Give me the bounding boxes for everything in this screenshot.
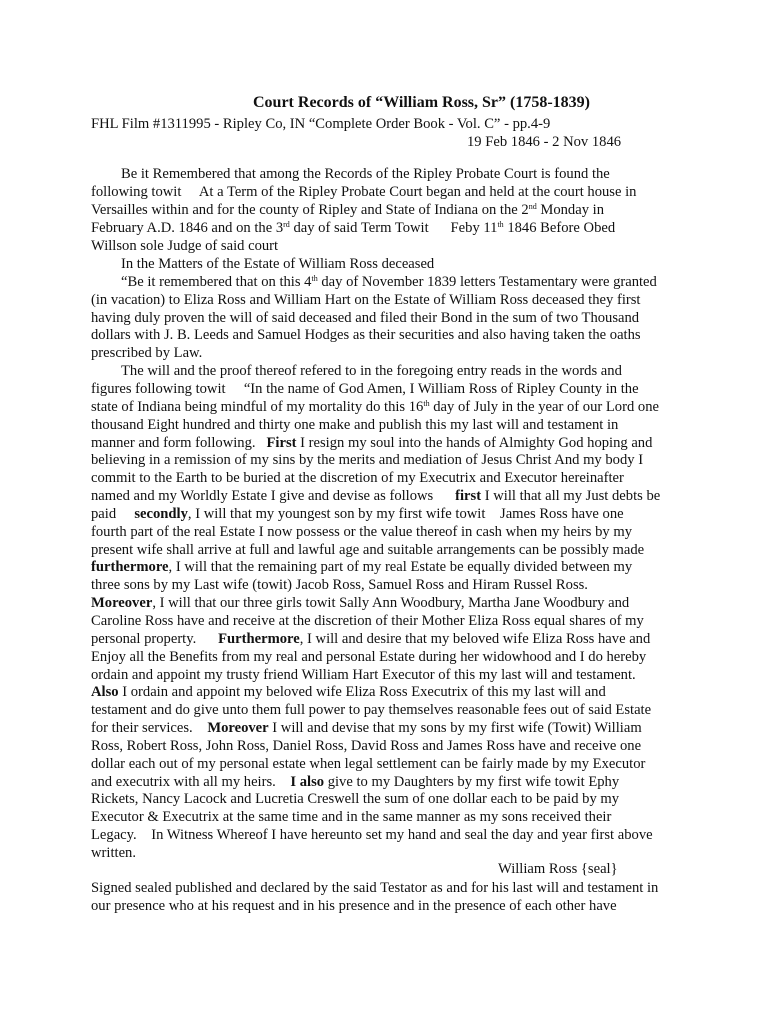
- matters-heading: In the Matters of the Estate of William Ross deceased: [121, 256, 435, 272]
- ordinal-suffix: th: [311, 274, 318, 283]
- text-line: commit to the Earth to be buried at the discretion of my Executrix and Executor hereinafter: [91, 470, 624, 486]
- text-line: Caroline Ross have and receive at the discretion of their Mother Eliza Ross equal shares of my: [91, 613, 644, 629]
- ordinal-suffix: nd: [528, 202, 537, 211]
- text-line: following towit At a Term of the Ripley Probate Court began and held at the court house in: [91, 184, 637, 200]
- text-line: Legacy. In Witness Whereof I have hereunto set my hand and seal the day and year first above: [91, 827, 653, 843]
- text-line: for their services. Moreover I will and devise that my sons by my first wife (Towit) William: [91, 720, 642, 736]
- document-title: Court Records of “William Ross, Sr” (1758-1839): [253, 94, 591, 111]
- text-line: prescribed by Law.: [91, 345, 203, 361]
- text-line: Executor & Executrix at the same time and in the same manner as my sons received their: [91, 809, 612, 825]
- text-line: February A.D. 1846 and on the 3rd day of said Term Towit Feby 11th 1846 Before Obed: [91, 220, 616, 236]
- text-line: Be it Remembered that among the Records of the Ripley Probate Court is found the: [121, 166, 610, 182]
- text-line: manner and form following. First I resign my soul into the hands of Almighty God hoping and: [91, 435, 653, 451]
- text-line: Versailles within and for the county of Ripley and State of Indiana on the 2nd Monday in: [91, 202, 605, 218]
- text-line: written.: [91, 845, 136, 861]
- text-line: Moreover, I will that our three girls towit Sally Ann Woodbury, Martha Jane Woodbury and: [91, 595, 630, 611]
- ordinal-suffix: th: [423, 399, 430, 408]
- text-line: state of Indiana being mindful of my mortality do this 16th day of July in the year of our Lord one: [91, 399, 659, 415]
- text-line: testament and do give unto them full power to pay themselves reasonable fees out of said Estate: [91, 702, 652, 718]
- film-reference: FHL Film #1311995 - Ripley Co, IN “Complete Order Book - Vol. C” - pp.4-9: [91, 116, 551, 132]
- ordinal-suffix: th: [497, 220, 504, 229]
- text-line: figures following towit “In the name of God Amen, I William Ross of Ripley County in the: [91, 381, 639, 397]
- signature-line: William Ross {seal}: [498, 861, 618, 877]
- text-line: Signed sealed published and declared by the said Testator as and for his last will and testament in: [91, 880, 659, 896]
- text-line: believing in a remission of my sins by the merits and mediation of Jesus Christ And my body I: [91, 452, 644, 468]
- text-line: Ross, Robert Ross, John Ross, Daniel Ross, David Ross and James Ross have and receive one: [91, 738, 642, 754]
- ordinal-suffix: rd: [283, 220, 290, 229]
- text-line: (in vacation) to Eliza Ross and William Hart on the Estate of William Ross deceased they first: [91, 292, 641, 308]
- text-line: dollars with J. B. Leeds and Samuel Hodges as their securities and also having taken the oaths: [91, 327, 641, 343]
- text-line: and executrix with all my heirs. I also give to my Daughters by my first wife towit Ephy: [91, 774, 620, 790]
- text-line: dollar each out of my personal estate when legal settlement can be fairly made by my Executor: [91, 756, 646, 772]
- text-line: present wife shall arrive at full and lawful age and suitable arrangements can be possibly made: [91, 542, 645, 558]
- text-line: Also I ordain and appoint my beloved wife Eliza Ross Executrix of this my last will and: [91, 684, 606, 700]
- text-line: personal property. Furthermore, I will and desire that my beloved wife Eliza Ross have and: [91, 631, 651, 647]
- text-line: thousand Eight hundred and thirty one make and publish this my last will and testament in: [91, 417, 619, 433]
- text-line: paid secondly, I will that my youngest son by my first wife towit James Ross have one: [91, 506, 624, 522]
- text-line: furthermore, I will that the remaining part of my real Estate be equally divided between my: [91, 559, 633, 575]
- text-line: “Be it remembered that on this 4th day of November 1839 letters Testamentary were granted: [121, 274, 657, 290]
- date-range: 19 Feb 1846 - 2 Nov 1846: [467, 134, 622, 150]
- text-line: Willson sole Judge of said court: [91, 238, 279, 254]
- text-line: Rickets, Nancy Lacock and Lucretia Creswell the sum of one dollar each to be paid by my: [91, 791, 620, 807]
- text-line: Enjoy all the Benefits from my real and personal Estate during her widowhood and I do hereby: [91, 649, 647, 665]
- text-line: ordain and appoint my trusty friend William Hart Executor of this my last will and testament.: [91, 667, 636, 683]
- text-line: fourth part of the real Estate I now possess or the value thereof in cash when my heirs by my: [91, 524, 633, 540]
- text-line: named and my Worldly Estate I give and devise as follows first I will that all my Just debts be: [91, 488, 661, 504]
- text-line: The will and the proof thereof refered to in the foregoing entry reads in the words and: [121, 363, 622, 379]
- text-line: having duly proven the will of said deceased and filed their Bond in the sum of two Thousand: [91, 310, 640, 326]
- text-line: three sons by my Last wife (towit) Jacob Ross, Samuel Ross and Hiram Russel Ross.: [91, 577, 588, 593]
- text-line: our presence who at his request and in his presence and in the presence of each other have: [91, 898, 617, 914]
